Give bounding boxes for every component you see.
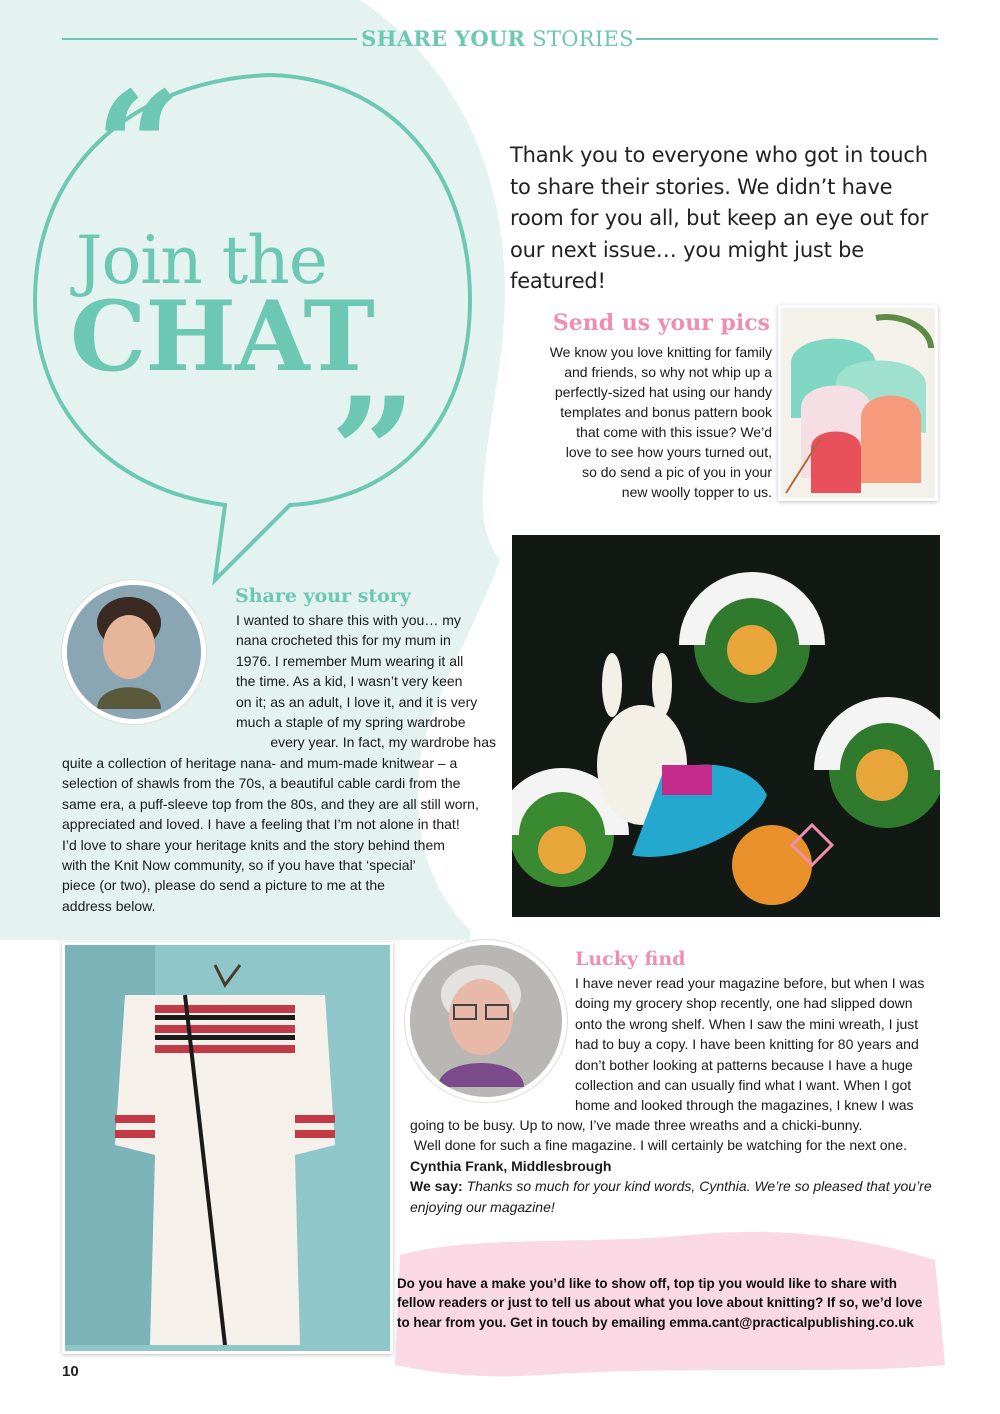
lucky-find-text-wide: going to be busy. Up to now, I’ve made three wreaths and a chicki-bunny. Well done for such a fine magazine. I will certainly be watching for the next one. Cynthia Frank, Middlesbrough We say: Thanks so much for your kind words, Cynthia. We’re so pleased that you’re enjoying our magazine! bbox=[410, 1115, 945, 1217]
lucky-find-text-narrow: I have never read your magazine before, but when I was doing my grocery shop recently, one had slipped down onto the wrong shelf. When I saw the mini wreath, I just had to buy a copy. I have been knitting for 80 years and don’t bother looking at patterns because I have a huge collection and can usually find what I want. When I got home and looked through the magazines, I knew I was bbox=[575, 975, 925, 1114]
share-story-heading: Share your story bbox=[235, 585, 411, 607]
share-story-text-wide: quite a collection of heritage nana- and mum-made knitwear – a selection of shawls from the 70s, a beautiful cable cardi from the same era, a puff-sleeve top from the 80s, and they are all still worn, appreciated and loved. I have a feeling that I’m not alone in that! I’d love to share your heritage knits and the story behind them with the Knit Now community, so if you have that ‘special’ piece (or two), please do send a picture to me at the address below. bbox=[62, 755, 479, 914]
page-number: 10 bbox=[62, 1363, 79, 1380]
contact-footer: Do you have a make you’d like to show off, top tip you would like to share with fellow readers or just to tell us about what you love about knitting? If so, we’d love to hear from you. Get in touch by emailing emma.cant@practicalpublishing.co.uk bbox=[397, 1276, 923, 1330]
header-rule-right bbox=[636, 38, 938, 40]
share-story-portrait bbox=[62, 580, 206, 724]
share-story-text-narrow: I wanted to share this with you… my nana crocheted this for my mum in 1976. I remember Mum wearing it all the time. As a kid, I wasn’t very keen on it; as an adult, I love it, and it is very much a staple of my spring wardrobe every year. In fact, my wardrobe has bbox=[236, 612, 496, 751]
close-quote-mark: ” bbox=[330, 365, 417, 541]
title-chat: CHAT bbox=[70, 280, 374, 393]
lucky-find-heading: Lucky find bbox=[575, 948, 686, 970]
send-pics-heading: Send us your pics bbox=[552, 310, 770, 336]
easter-knits-photo bbox=[512, 535, 940, 917]
lucky-find-portrait bbox=[405, 940, 567, 1102]
cardigan-photo bbox=[62, 942, 393, 1354]
send-pics-text: We know you love knitting for family and friends, so why not whip up a perfectly-sized hat using our handy templates and bonus pattern book that come with this issue? We’d love to see how yours turned out, so do send a pic of you in your new woolly topper to us. bbox=[549, 344, 772, 500]
intro-paragraph: Thank you to everyone who got in touch to share their stories. We didn’t have room for you all, but keep an eye out for our next issue… you might just be featured! bbox=[510, 143, 929, 293]
lucky-find-signature: Cynthia Frank, Middlesbrough bbox=[410, 1157, 612, 1174]
hat-templates-photo bbox=[778, 305, 938, 501]
header-rule-left bbox=[62, 38, 357, 40]
section-title: SHARE YOUR STORIES bbox=[361, 26, 634, 51]
open-quote-mark: “ bbox=[95, 59, 182, 235]
title-join-the: Join the bbox=[76, 222, 327, 299]
